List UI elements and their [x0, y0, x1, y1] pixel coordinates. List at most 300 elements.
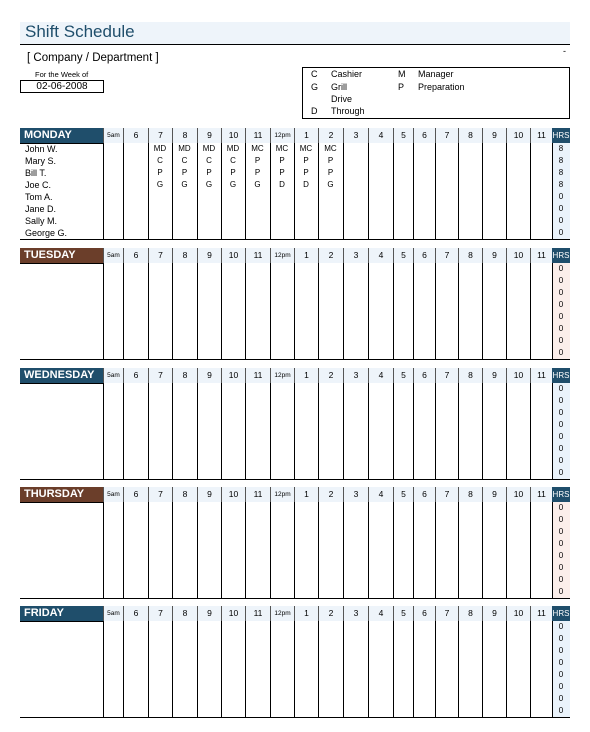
- hrs-total: 0: [558, 515, 564, 524]
- hour-header: 5am: [103, 128, 123, 143]
- title-mark: -: [563, 46, 566, 56]
- hour-header: 6: [123, 128, 148, 143]
- hour-header: 6: [123, 487, 148, 502]
- shift-cell[interactable]: P: [279, 168, 285, 177]
- day-header: TUESDAY: [20, 248, 103, 263]
- shift-cell[interactable]: P: [181, 168, 188, 177]
- hour-header: 1: [294, 248, 318, 263]
- grid-line: [368, 502, 369, 598]
- hrs-total: 8: [558, 156, 564, 165]
- hour-header: 11: [530, 128, 552, 143]
- hour-header: 7: [435, 487, 458, 502]
- legend-code: G: [311, 82, 319, 92]
- hrs-total: 0: [558, 348, 564, 357]
- day-schedule-friday: [20, 606, 570, 717]
- hour-header: 7: [148, 606, 172, 621]
- grid-line: [482, 263, 483, 359]
- grid-line: [20, 502, 103, 503]
- day-schedule-tuesday: [20, 248, 570, 359]
- grid-line: [435, 621, 436, 717]
- hour-header: 8: [458, 368, 482, 383]
- hour-header: 9: [482, 368, 506, 383]
- grid-line: [221, 263, 222, 359]
- grid-line: [530, 263, 531, 359]
- grid-line: [530, 621, 531, 717]
- grid-line: [20, 621, 103, 622]
- hrs-total: 0: [558, 216, 564, 225]
- grid-line: [172, 502, 173, 598]
- employee-name[interactable]: Mary S.: [25, 156, 57, 166]
- hrs-total: 8: [558, 180, 564, 189]
- shift-code-legend: [302, 67, 570, 119]
- hour-header: 10: [221, 368, 245, 383]
- shift-cell[interactable]: C: [230, 156, 236, 165]
- grid-line: [318, 263, 319, 359]
- hour-header: 6: [413, 606, 435, 621]
- hour-header: 12pm: [270, 368, 294, 383]
- hrs-header: HRS: [552, 487, 570, 502]
- grid-line: [393, 383, 394, 479]
- grid-line: [482, 383, 483, 479]
- grid-line: [20, 239, 570, 240]
- grid-line: [343, 502, 344, 598]
- hour-header: 5: [393, 248, 413, 263]
- hrs-total: 0: [558, 646, 564, 655]
- grid-line: [20, 598, 570, 599]
- hrs-total: 0: [558, 503, 564, 512]
- hrs-header: HRS: [552, 128, 570, 143]
- grid-line: [221, 502, 222, 598]
- grid-line: [458, 383, 459, 479]
- hour-header: 11: [245, 606, 270, 621]
- hour-header: 12pm: [270, 606, 294, 621]
- hour-header: 5: [393, 368, 413, 383]
- employee-name[interactable]: Sally M.: [25, 216, 58, 226]
- grid-line: [458, 502, 459, 598]
- shift-cell[interactable]: G: [205, 180, 213, 189]
- week-date-field[interactable]: 02-06-2008: [20, 80, 104, 93]
- grid-line: [20, 359, 570, 360]
- legend-code: D: [311, 106, 318, 116]
- hour-header: 4: [368, 487, 393, 502]
- grid-line: [413, 502, 414, 598]
- shift-cell[interactable]: P: [230, 168, 236, 177]
- hour-header: 10: [221, 248, 245, 263]
- hrs-total: 8: [558, 144, 564, 153]
- hrs-total: 0: [558, 384, 564, 393]
- day-header: MONDAY: [20, 128, 103, 143]
- grid-line: [506, 143, 507, 239]
- grid-line: [123, 263, 124, 359]
- hour-header: 7: [435, 128, 458, 143]
- grid-line: [294, 263, 295, 359]
- hour-header: 9: [197, 368, 221, 383]
- grid-line: [458, 263, 459, 359]
- grid-line: [482, 621, 483, 717]
- day-header: FRIDAY: [20, 606, 103, 621]
- hour-header: 7: [435, 606, 458, 621]
- grid-line: [20, 263, 103, 264]
- shift-cell[interactable]: MD: [202, 144, 216, 153]
- legend-code: M: [398, 69, 406, 79]
- grid-line: [458, 621, 459, 717]
- hour-header: 11: [245, 248, 270, 263]
- hour-header: 2: [318, 368, 343, 383]
- week-label: For the Week of: [35, 70, 89, 79]
- grid-line: [435, 143, 436, 239]
- shift-cell[interactable]: G: [229, 180, 237, 189]
- hrs-total: 0: [558, 396, 564, 405]
- hrs-header: HRS: [552, 248, 570, 263]
- hour-header: 7: [435, 368, 458, 383]
- hrs-total: 0: [558, 587, 564, 596]
- hour-header: 1: [294, 606, 318, 621]
- hour-header: 9: [482, 487, 506, 502]
- grid-line: [294, 383, 295, 479]
- day-schedule-thursday: [20, 487, 570, 598]
- employee-name[interactable]: George G.: [25, 228, 68, 238]
- grid-line: [343, 143, 344, 239]
- hour-header: 10: [506, 248, 530, 263]
- hour-header: 4: [368, 368, 393, 383]
- employee-name[interactable]: John W.: [25, 144, 58, 154]
- shift-cell[interactable]: MD: [226, 144, 240, 153]
- grid-line: [148, 502, 149, 598]
- grid-line: [482, 143, 483, 239]
- hour-header: 5am: [103, 606, 123, 621]
- shift-cell[interactable]: P: [279, 156, 285, 165]
- legend-label: Preparation: [418, 82, 465, 92]
- grid-line: [413, 621, 414, 717]
- hour-header: 6: [123, 606, 148, 621]
- grid-line: [20, 479, 570, 480]
- hour-header: 9: [482, 128, 506, 143]
- hour-header: 10: [506, 368, 530, 383]
- legend-code: C: [311, 69, 318, 79]
- hour-header: 11: [530, 248, 552, 263]
- shift-cell[interactable]: P: [327, 156, 334, 165]
- grid-line: [197, 502, 198, 598]
- grid-line: [368, 621, 369, 717]
- shift-cell[interactable]: P: [206, 168, 212, 177]
- grid-line: [123, 621, 124, 717]
- hour-header: 7: [435, 248, 458, 263]
- shift-cell[interactable]: P: [303, 156, 309, 165]
- grid-line: [393, 143, 394, 239]
- hrs-total: 0: [558, 682, 564, 691]
- hrs-header: HRS: [552, 368, 570, 383]
- grid-line: [413, 383, 414, 479]
- grid-line: [294, 502, 295, 598]
- shift-cell[interactable]: D: [303, 180, 309, 189]
- shift-cell[interactable]: G: [181, 180, 188, 189]
- grid-line: [123, 383, 124, 479]
- hrs-total: 0: [558, 456, 564, 465]
- hour-header: 6: [413, 128, 435, 143]
- hour-header: 8: [458, 248, 482, 263]
- grid-line: [103, 621, 104, 717]
- grid-line: [123, 502, 124, 598]
- hour-header: 2: [318, 487, 343, 502]
- grid-line: [148, 263, 149, 359]
- hrs-total: 0: [558, 563, 564, 572]
- hour-header: 5: [393, 128, 413, 143]
- page-title: Shift Schedule: [25, 22, 135, 41]
- shift-cell[interactable]: MC: [324, 144, 337, 153]
- grid-line: [245, 502, 246, 598]
- hrs-total: 0: [558, 539, 564, 548]
- hour-header: 10: [506, 487, 530, 502]
- hour-header: 6: [123, 248, 148, 263]
- hrs-total: 0: [558, 694, 564, 703]
- hour-header: 11: [530, 368, 552, 383]
- hrs-total: 0: [558, 276, 564, 285]
- hour-header: 9: [482, 248, 506, 263]
- grid-line: [103, 263, 104, 359]
- hour-header: 11: [530, 487, 552, 502]
- grid-line: [197, 263, 198, 359]
- hrs-total: 0: [558, 408, 564, 417]
- shift-cell[interactable]: G: [327, 180, 334, 189]
- hour-header: 2: [318, 128, 343, 143]
- grid-line: [103, 383, 104, 479]
- hour-header: 4: [368, 606, 393, 621]
- hrs-total: 0: [558, 336, 564, 345]
- legend-code: P: [398, 82, 405, 92]
- hour-header: 5: [393, 487, 413, 502]
- shift-cell[interactable]: D: [279, 180, 285, 189]
- grid-line: [294, 621, 295, 717]
- legend-label: Grill: [331, 82, 347, 92]
- grid-line: [20, 717, 570, 718]
- grid-line: [172, 621, 173, 717]
- hour-header: 10: [506, 606, 530, 621]
- grid-line: [172, 263, 173, 359]
- hour-header: 9: [197, 128, 221, 143]
- shift-cell[interactable]: C: [181, 156, 188, 165]
- hour-header: 10: [221, 128, 245, 143]
- hour-header: 7: [148, 487, 172, 502]
- employee-name[interactable]: Joe C.: [25, 180, 52, 190]
- grid-line: [368, 383, 369, 479]
- shift-cell[interactable]: G: [254, 180, 261, 189]
- shift-cell[interactable]: MC: [275, 144, 289, 153]
- grid-line: [482, 502, 483, 598]
- grid-line: [413, 143, 414, 239]
- hour-header: 5am: [103, 368, 123, 383]
- hour-header: 10: [221, 487, 245, 502]
- hrs-total: 0: [558, 288, 564, 297]
- grid-line: [197, 621, 198, 717]
- grid-line: [435, 502, 436, 598]
- hour-header: 6: [413, 248, 435, 263]
- hour-header: 2: [318, 606, 343, 621]
- shift-cell[interactable]: MC: [251, 144, 264, 153]
- hrs-total: 0: [558, 312, 564, 321]
- grid-line: [506, 263, 507, 359]
- shift-cell[interactable]: P: [157, 168, 163, 177]
- hour-header: 9: [197, 248, 221, 263]
- hour-header: 5am: [103, 248, 123, 263]
- hour-header: 7: [148, 248, 172, 263]
- hour-header: 10: [221, 606, 245, 621]
- hour-header: 4: [368, 128, 393, 143]
- hrs-total: 0: [558, 324, 564, 333]
- legend-label: Drive: [331, 94, 353, 104]
- hour-header: 11: [245, 128, 270, 143]
- grid-line: [343, 263, 344, 359]
- hour-header: 1: [294, 128, 318, 143]
- shift-cell[interactable]: P: [327, 168, 334, 177]
- shift-cell[interactable]: MD: [153, 144, 167, 153]
- hrs-total: 0: [558, 527, 564, 536]
- hour-header: 3: [343, 368, 368, 383]
- hour-header: 11: [245, 487, 270, 502]
- hour-header: 5am: [103, 487, 123, 502]
- grid-line: [435, 383, 436, 479]
- hour-header: 8: [458, 606, 482, 621]
- hrs-total: 0: [558, 228, 564, 237]
- employee-name[interactable]: Bill T.: [25, 168, 47, 178]
- hrs-total: 0: [558, 706, 564, 715]
- grid-line: [270, 621, 271, 717]
- grid-line: [343, 621, 344, 717]
- grid-line: [413, 263, 414, 359]
- grid-line: [318, 621, 319, 717]
- hrs-total: 0: [558, 420, 564, 429]
- hrs-total: 0: [558, 468, 564, 477]
- day-header: THURSDAY: [20, 487, 103, 502]
- grid-line: [221, 621, 222, 717]
- hrs-total: 0: [558, 444, 564, 453]
- shift-cell[interactable]: C: [206, 156, 212, 165]
- hour-header: 6: [123, 368, 148, 383]
- grid-line: [506, 621, 507, 717]
- hrs-total: 0: [558, 432, 564, 441]
- day-header: WEDNESDAY: [20, 368, 103, 383]
- grid-line: [197, 383, 198, 479]
- shift-cell[interactable]: P: [254, 156, 261, 165]
- hrs-total: 0: [558, 264, 564, 273]
- grid-line: [103, 502, 104, 598]
- grid-line: [530, 383, 531, 479]
- grid-line: [245, 263, 246, 359]
- hour-header: 4: [368, 248, 393, 263]
- grid-line: [368, 143, 369, 239]
- shift-cell[interactable]: P: [303, 168, 309, 177]
- hour-header: 8: [172, 368, 197, 383]
- hour-header: 8: [172, 487, 197, 502]
- hrs-total: 0: [558, 658, 564, 667]
- shift-cell[interactable]: G: [156, 180, 164, 189]
- grid-line: [435, 263, 436, 359]
- grid-line: [270, 502, 271, 598]
- hrs-total: 0: [558, 204, 564, 213]
- hour-header: 12pm: [270, 128, 294, 143]
- grid-line: [530, 143, 531, 239]
- employee-name[interactable]: Jane D.: [25, 204, 57, 214]
- shift-cell[interactable]: P: [254, 168, 261, 177]
- grid-line: [270, 383, 271, 479]
- legend-label: Manager: [418, 69, 454, 79]
- grid-line: [458, 143, 459, 239]
- grid-line: [530, 502, 531, 598]
- hrs-total: 0: [558, 551, 564, 560]
- grid-line: [172, 383, 173, 479]
- grid-line: [123, 143, 124, 239]
- grid-line: [20, 383, 103, 384]
- grid-line: [318, 383, 319, 479]
- hrs-total: 0: [558, 622, 564, 631]
- day-schedule-wednesday: [20, 368, 570, 479]
- grid-line: [245, 621, 246, 717]
- grid-line: [393, 263, 394, 359]
- hour-header: 11: [245, 368, 270, 383]
- hour-header: 6: [413, 368, 435, 383]
- grid-line: [103, 143, 104, 239]
- hour-header: 6: [413, 487, 435, 502]
- hour-header: 9: [197, 487, 221, 502]
- hrs-total: 8: [558, 168, 564, 177]
- hour-header: 10: [506, 128, 530, 143]
- grid-line: [393, 502, 394, 598]
- hour-header: 8: [458, 487, 482, 502]
- hour-header: 8: [172, 128, 197, 143]
- grid-line: [245, 383, 246, 479]
- hour-header: 12pm: [270, 248, 294, 263]
- hour-header: 3: [343, 128, 368, 143]
- hour-header: 5: [393, 606, 413, 621]
- employee-name[interactable]: Tom A.: [25, 192, 53, 202]
- hour-header: 1: [294, 487, 318, 502]
- grid-line: [506, 502, 507, 598]
- grid-line: [343, 383, 344, 479]
- hour-header: 7: [148, 128, 172, 143]
- grid-line: [318, 502, 319, 598]
- hrs-total: 0: [558, 634, 564, 643]
- grid-line: [393, 621, 394, 717]
- hrs-total: 0: [558, 670, 564, 679]
- hour-header: 12pm: [270, 487, 294, 502]
- title-rule: [20, 44, 570, 45]
- hour-header: 1: [294, 368, 318, 383]
- grid-line: [148, 383, 149, 479]
- hour-header: 9: [197, 606, 221, 621]
- hour-header: 9: [482, 606, 506, 621]
- hour-header: 3: [343, 606, 368, 621]
- hour-header: 3: [343, 248, 368, 263]
- shift-cell[interactable]: MC: [299, 144, 313, 153]
- hour-header: 7: [148, 368, 172, 383]
- hour-header: 8: [458, 128, 482, 143]
- hrs-total: 0: [558, 575, 564, 584]
- grid-line: [506, 383, 507, 479]
- shift-cell[interactable]: MD: [178, 144, 191, 153]
- legend-label: Through: [331, 106, 365, 116]
- hrs-total: 0: [558, 300, 564, 309]
- hour-header: 11: [530, 606, 552, 621]
- grid-line: [221, 383, 222, 479]
- grid-line: [368, 263, 369, 359]
- company-department-field[interactable]: [ Company / Department ]: [27, 52, 159, 64]
- hour-header: 8: [172, 606, 197, 621]
- hour-header: 3: [343, 487, 368, 502]
- grid-line: [270, 263, 271, 359]
- hrs-total: 0: [558, 192, 564, 201]
- hrs-header: HRS: [552, 606, 570, 621]
- shift-cell[interactable]: C: [157, 156, 163, 165]
- hour-header: 8: [172, 248, 197, 263]
